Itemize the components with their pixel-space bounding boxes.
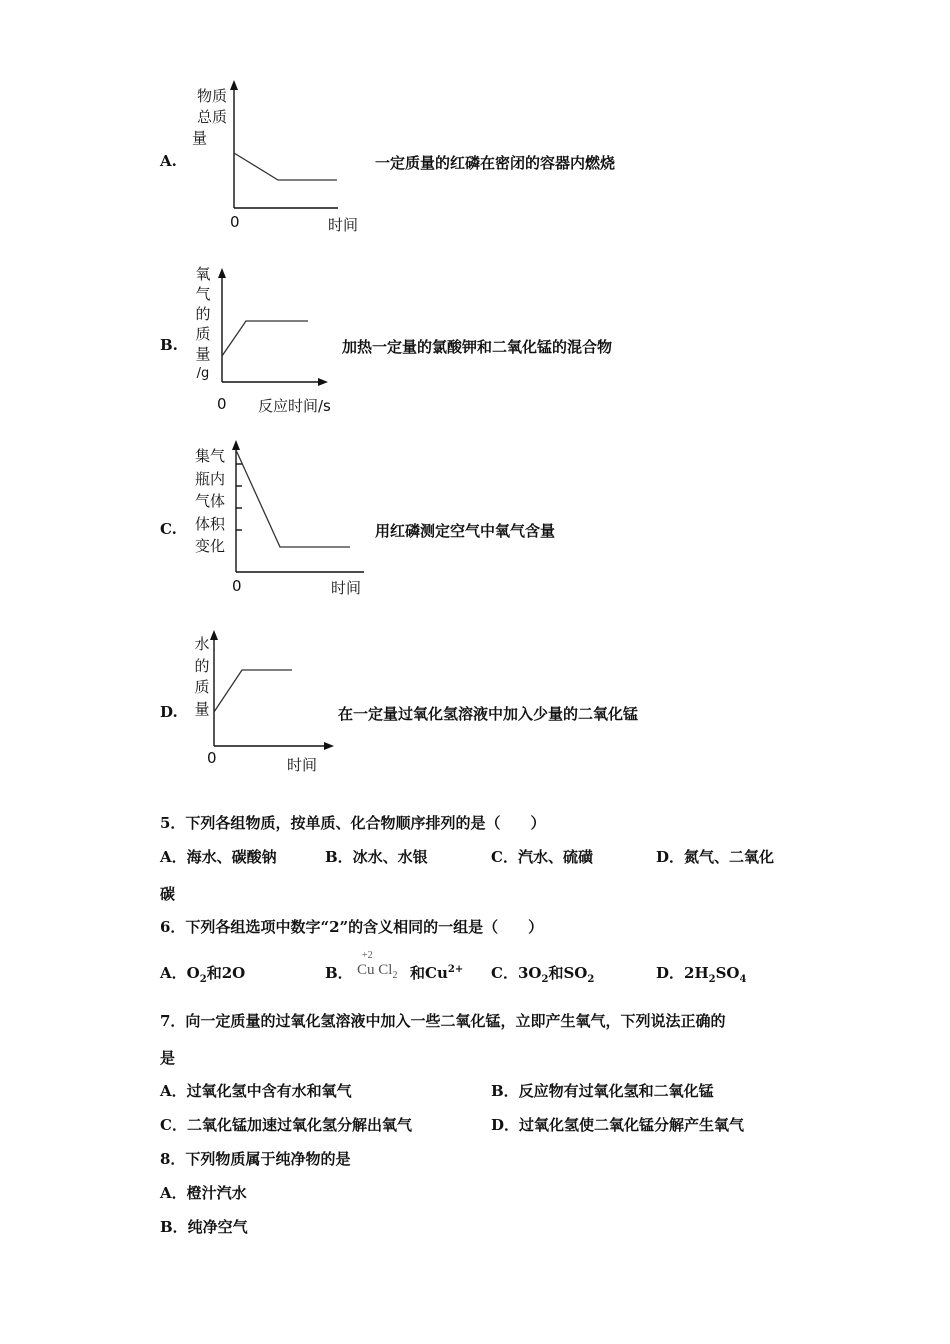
question-7-option-c: C．二氧化锰加速过氧化氢分解出氧气 bbox=[160, 1116, 412, 1134]
graph-d-ylabel: 水 的 质 量 bbox=[194, 635, 210, 718]
question-5-option-d-continued: 碳 bbox=[160, 885, 176, 903]
graph-b-curve bbox=[222, 321, 308, 356]
question-5-stem: 5．下列各组物质，按单质、化合物顺序排列的是（ ） bbox=[160, 814, 546, 832]
question-7-stem-continued: 是 bbox=[160, 1049, 176, 1067]
question-5-option-a: A．海水、碳酸钠 bbox=[160, 848, 277, 866]
question-7-option-b: B．反应物有过氧化氢和二氧化锰 bbox=[491, 1082, 714, 1100]
graph-d-curve bbox=[214, 670, 292, 712]
graph-b-origin: 0 bbox=[217, 395, 227, 413]
graph-c-caption: 用红磷测定空气中氧气含量 bbox=[375, 522, 556, 540]
graph-d-origin: 0 bbox=[207, 749, 217, 767]
question-8-option-b: B．纯净空气 bbox=[160, 1218, 248, 1236]
graph-b-axes bbox=[210, 268, 335, 388]
graph-d-axes bbox=[202, 630, 337, 755]
question-7-option-a: A．过氧化氢中含有水和氧气 bbox=[160, 1082, 352, 1100]
graph-b-xlabel: 反应时间/s bbox=[258, 397, 331, 415]
option-letter: B. bbox=[160, 336, 178, 354]
graph-a-axes bbox=[220, 80, 360, 215]
graph-a-xlabel: 时间 bbox=[328, 216, 359, 234]
graph-c-origin: 0 bbox=[232, 577, 242, 595]
option-letter: C. bbox=[160, 520, 177, 538]
question-5-option-b: B．冰水、水银 bbox=[325, 848, 428, 866]
question-7-option-d: D．过氧化氢使二氧化锰分解产生氧气 bbox=[491, 1116, 745, 1134]
question-5-option-c: C．汽水、硫磺 bbox=[491, 848, 593, 866]
valence-mark: +2 bbox=[362, 950, 373, 961]
question-5-option-d: D．氮气、二氧化 bbox=[656, 848, 775, 866]
graph-b-caption: 加热一定量的氯酸钾和二氧化锰的混合物 bbox=[342, 338, 613, 356]
graph-a-ylabel: 物质 总质 量 bbox=[192, 87, 227, 147]
graph-a-caption: 一定质量的红磷在密闭的容器内燃烧 bbox=[375, 154, 616, 172]
graph-d-caption: 在一定量过氧化氢溶液中加入少量的二氧化锰 bbox=[338, 705, 639, 723]
graph-c-curve bbox=[236, 450, 350, 547]
option-letter: D. bbox=[160, 703, 178, 721]
question-6-option-c: C．$3O_2$和$SO_2$ bbox=[491, 964, 595, 985]
graph-a-curve bbox=[234, 153, 337, 180]
question-6-option-d: D．$2H_2SO_4$ bbox=[656, 964, 747, 985]
graph-b-ylabel: 氧 气 的 质 量 /g bbox=[195, 265, 211, 381]
question-6-option-b: B． bbox=[325, 964, 353, 982]
question-6-stem: 6．下列各组选项中数字“2”的含义相同的一组是（ ） bbox=[160, 918, 544, 936]
question-6-option-a: A．$O_2$和2O bbox=[160, 964, 246, 985]
graph-d-xlabel: 时间 bbox=[287, 756, 318, 774]
question-8-stem: 8．下列物质属于纯净物的是 bbox=[160, 1150, 351, 1168]
graph-a-origin: 0 bbox=[230, 213, 240, 231]
question-8-option-a: A．橙汁汽水 bbox=[160, 1184, 247, 1202]
option-letter: A. bbox=[160, 152, 177, 170]
formula-cucl2: Cu $Cl_2$ bbox=[357, 962, 398, 981]
graph-c-ylabel: 集气 瓶内 气体 体积 变化 bbox=[194, 447, 225, 555]
question-6-option-b-tail: 和$Cu^{2+}$ bbox=[410, 964, 464, 982]
question-7-stem: 7．向一定质量的过氧化氢溶液中加入一些二氧化锰，立即产生氧气，下列说法正确的 bbox=[160, 1012, 726, 1030]
graph-c-axes bbox=[222, 440, 372, 580]
graph-c-xlabel: 时间 bbox=[331, 579, 362, 597]
